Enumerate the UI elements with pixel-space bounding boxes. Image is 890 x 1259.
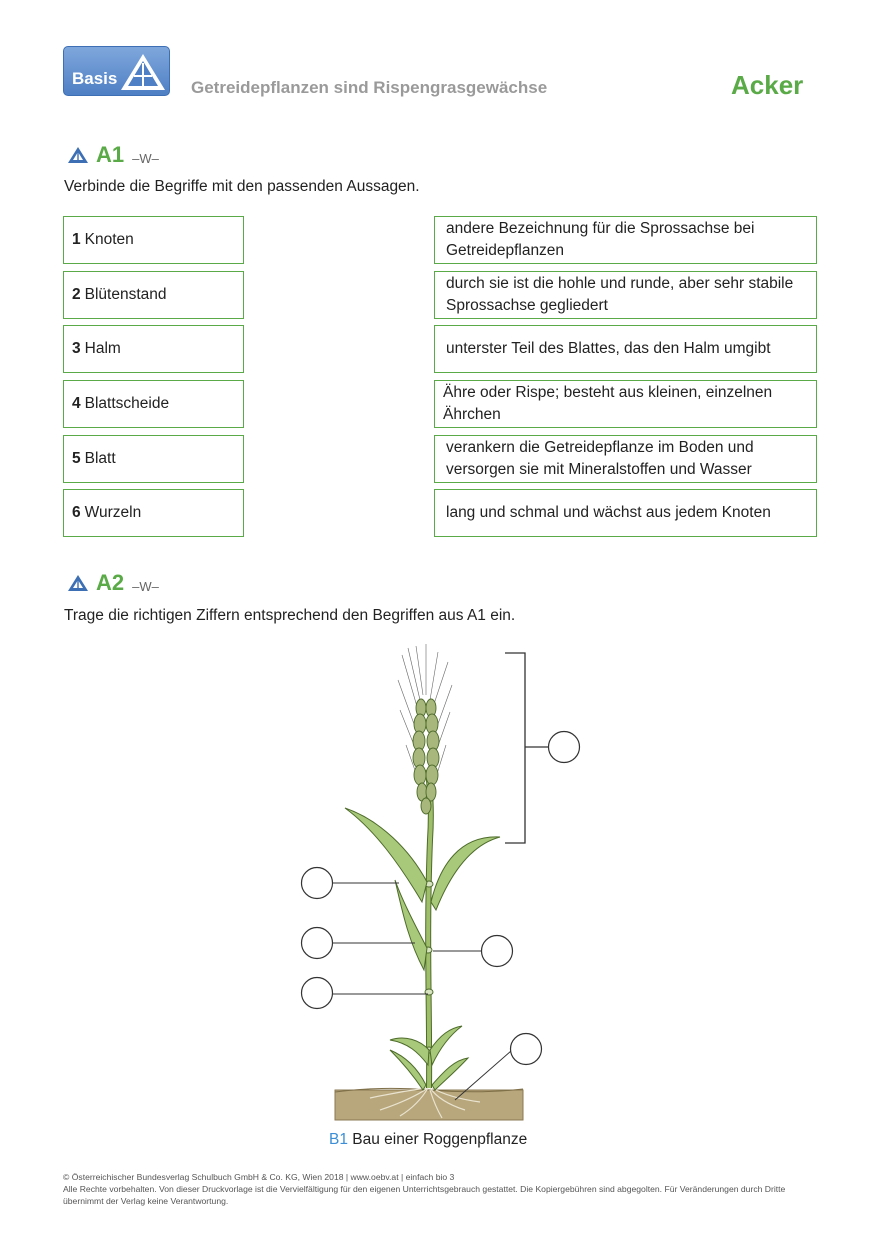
task-id: A2 [96, 570, 125, 595]
term-box[interactable] [63, 271, 244, 319]
term-label: Wurzeln [84, 504, 142, 521]
figure-caption [329, 1131, 527, 1149]
task-mode: –W– [132, 150, 159, 166]
description-box[interactable] [434, 271, 817, 319]
leaves-illustration [345, 808, 500, 1090]
footer-rights: Alle Rechte vorbehalten. Von dieser Druckvorlage ist die Vervielfältigung für den eigenen Unterrichtsgebrauch gestattet. Die Kopiergebühren sind abgegolten. Für Veränderungen durch Dritte übernimmt der Verlag keine Verantwortung. [63, 1184, 786, 1206]
answer-circle [549, 732, 580, 763]
description-box[interactable] [434, 216, 817, 264]
task-a2-heading [68, 568, 159, 598]
term-number: 5 [72, 450, 81, 467]
description-box[interactable] [434, 380, 817, 428]
term-box[interactable] [63, 489, 244, 537]
description-text: lang und schmal und wächst aus jedem Knoten [446, 504, 771, 521]
term-box[interactable] [63, 435, 244, 483]
term-label: Blatt [84, 450, 116, 467]
term-number: 4 [72, 395, 81, 412]
description-text: unterster Teil des Blattes, das den Halm umgibt [446, 340, 771, 357]
task-a1-instruction: Verbinde die Begriffe mit den passenden Aussagen. [64, 178, 420, 195]
answer-circle [511, 1034, 542, 1065]
topic-title: Acker [731, 70, 804, 100]
footer [63, 1171, 823, 1207]
task-id: A1 [96, 142, 125, 167]
basis-logo [63, 46, 170, 96]
term-box[interactable] [63, 325, 244, 373]
logo-label: Basis [72, 69, 118, 88]
description-box[interactable] [434, 325, 817, 373]
term-label: Blattscheide [84, 395, 170, 412]
description-box[interactable] [434, 435, 817, 483]
task-a1-heading [68, 140, 159, 170]
soil-illustration [335, 1090, 523, 1120]
ear-illustration [398, 644, 452, 814]
term-label: Blütenstand [84, 286, 167, 303]
term-number: 1 [72, 231, 81, 248]
term-number: 3 [72, 340, 81, 357]
task-a2-instruction: Trage die richtigen Ziffern entsprechend den Begriffen aus A1 ein. [64, 607, 516, 624]
term-box[interactable] [63, 216, 244, 264]
figure-id: B1 [329, 1131, 348, 1148]
answer-circle [302, 868, 333, 899]
description-text: andere Bezeichnung für die Sprossachse bei Getreidepflanzen [446, 220, 755, 259]
term-label: Knoten [84, 231, 134, 248]
description-text: Ähre oder Rispe; besteht aus kleinen, einzelnen Ährchen [443, 384, 773, 423]
ear-bracket [505, 653, 551, 843]
description-box[interactable] [434, 489, 817, 537]
task-mode: –W– [132, 578, 159, 594]
answer-circle [302, 928, 333, 959]
page-subtitle: Getreidepflanzen sind Rispengrasgewächse [191, 78, 548, 97]
term-label: Halm [84, 340, 121, 357]
term-box[interactable] [63, 380, 244, 428]
term-number: 6 [72, 504, 81, 521]
description-text: durch sie ist die hohle und runde, aber sehr stabile Sprossachse gegliedert [446, 275, 794, 314]
pyramid-icon [68, 147, 88, 163]
term-number: 2 [72, 286, 81, 303]
answer-circle [302, 978, 333, 1009]
pyramid-icon [118, 51, 168, 93]
figure-caption-text: Bau einer Roggenpflanze [352, 1131, 528, 1148]
description-text: verankern die Getreidepflanze im Boden und versorgen sie mit Mineralstoffen und Wasser [446, 439, 754, 478]
answer-circle [482, 936, 513, 967]
footer-copyright: © Österreichischer Bundesverlag Schulbuch GmbH & Co. KG, Wien 2018 | www.oebv.at | einfach bio 3 [63, 1172, 455, 1182]
rye-plant-figure [290, 640, 600, 1130]
pyramid-icon [68, 575, 88, 591]
